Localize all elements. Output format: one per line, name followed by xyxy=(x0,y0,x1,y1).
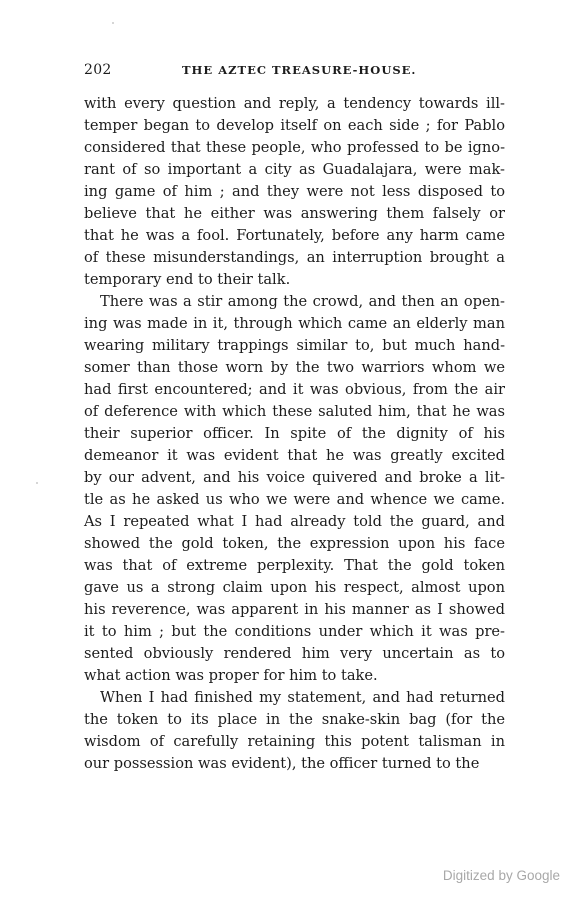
running-head xyxy=(84,62,505,84)
body-text xyxy=(84,93,505,775)
text-line: rant of so important a city as Guadalajara, were mak- xyxy=(84,161,505,178)
text-line: temper began to develop itself on each side ; for Pablo xyxy=(84,117,505,134)
text-line: considered that these people, who professed to be igno- xyxy=(84,139,505,156)
text-line: As I repeated what I had already told the guard, and xyxy=(84,513,505,530)
text-line: of deference with which these saluted him, that he was xyxy=(84,403,505,420)
text-line: the token to its place in the snake-skin bag (for the xyxy=(84,711,505,728)
text-line: gave us a strong claim upon his respect, almost upon xyxy=(84,579,505,596)
text-line: sented obviously rendered him very uncertain as to xyxy=(84,645,505,662)
page-number: 202 xyxy=(84,62,112,78)
text-line: wisdom of carefully retaining this potent talisman in xyxy=(84,733,505,750)
paper-speck xyxy=(36,482,38,484)
text-line: ing game of him ; and they were not less disposed to xyxy=(84,183,505,200)
text-line: of these misunderstandings, an interruption brought a xyxy=(84,249,505,266)
text-line: it to him ; but the conditions under which it was pre- xyxy=(84,623,505,640)
text-line: somer than those worn by the two warriors whom we xyxy=(84,359,505,376)
paragraph xyxy=(84,687,505,775)
text-line: showed the gold token, the expression upon his face xyxy=(84,535,505,552)
text-line: what action was proper for him to take. xyxy=(84,667,378,684)
paragraph xyxy=(84,93,505,291)
text-line: by our advent, and his voice quivered and broke a lit- xyxy=(84,469,505,486)
text-line: ing was made in it, through which came an elderly man xyxy=(84,315,505,332)
text-line: was that of extreme perplexity. That the gold token xyxy=(84,557,505,574)
paper-speck xyxy=(112,22,114,24)
text-line: believe that he either was answering them falsely or xyxy=(84,205,505,222)
text-line: wearing military trappings similar to, but much hand- xyxy=(84,337,505,354)
text-line: had first encountered; and it was obvious, from the air xyxy=(84,381,505,398)
text-line: temporary end to their talk. xyxy=(84,271,291,288)
running-title: THE AZTEC TREASURE-HOUSE. xyxy=(182,63,417,77)
text-line: When I had finished my statement, and had returned xyxy=(100,689,505,706)
text-line: There was a stir among the crowd, and then an open- xyxy=(100,293,505,310)
text-line: their superior officer. In spite of the dignity of his xyxy=(84,425,505,442)
text-line: that he was a fool. Fortunately, before any harm came xyxy=(84,227,505,244)
digitized-watermark: Digitized by Google xyxy=(442,868,560,883)
text-line: with every question and reply, a tendency towards ill- xyxy=(84,95,505,112)
text-line: tle as he asked us who we were and whence we came. xyxy=(84,491,505,508)
text-line: his reverence, was apparent in his manner as I showed xyxy=(84,601,505,618)
text-line: demeanor it was evident that he was greatly excited xyxy=(84,447,505,464)
text-line: our possession was evident), the officer turned to the xyxy=(84,755,480,772)
paragraph xyxy=(84,291,505,687)
